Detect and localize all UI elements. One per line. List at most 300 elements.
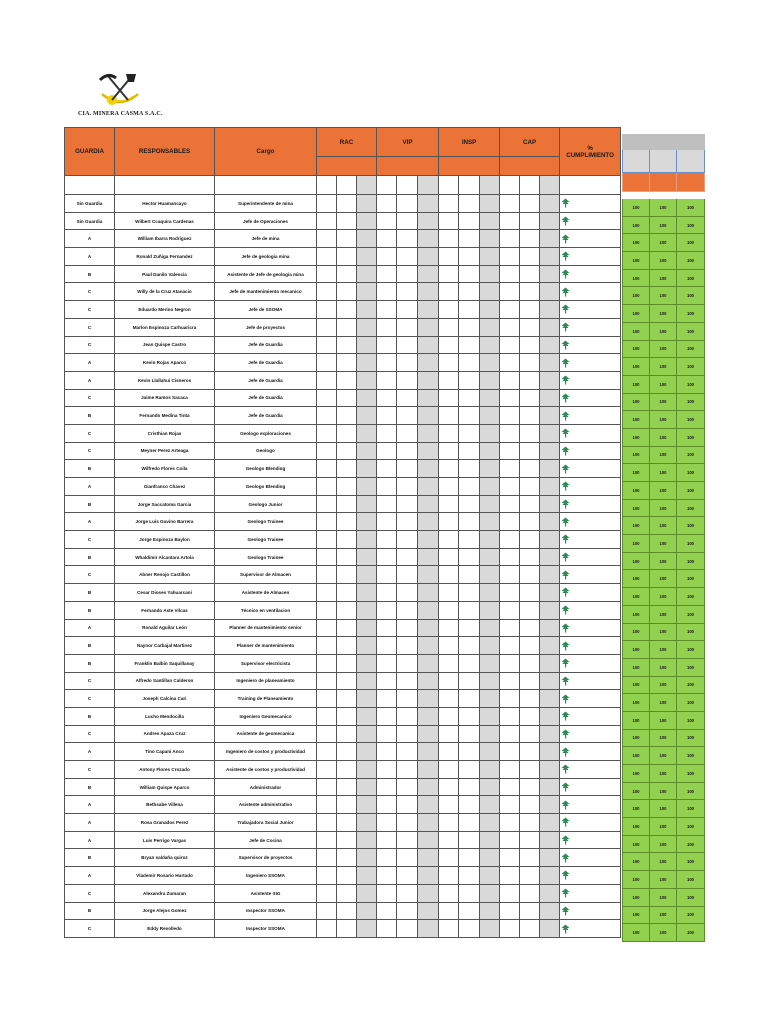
cell-check[interactable] — [459, 814, 480, 832]
cell-check[interactable] — [439, 336, 459, 354]
cell-check[interactable] — [520, 389, 540, 407]
cell-check[interactable] — [337, 690, 357, 708]
cell-check[interactable] — [317, 389, 337, 407]
cell-check[interactable] — [500, 814, 520, 832]
cell-check[interactable] — [397, 389, 418, 407]
cell-check[interactable] — [520, 195, 540, 213]
cell-check[interactable] — [459, 301, 480, 319]
cell-check[interactable] — [317, 248, 337, 266]
cell-check[interactable] — [520, 531, 540, 549]
cell-check[interactable] — [317, 478, 337, 496]
cell-check[interactable] — [397, 707, 418, 725]
cell-check[interactable] — [337, 566, 357, 584]
cell-check[interactable] — [459, 584, 480, 602]
cell-check[interactable] — [317, 637, 337, 655]
cell-check[interactable] — [377, 725, 397, 743]
cell-check[interactable] — [459, 796, 480, 814]
cell-check[interactable] — [397, 778, 418, 796]
cell-check[interactable] — [500, 796, 520, 814]
cell-check[interactable] — [397, 301, 418, 319]
cell-check[interactable] — [317, 849, 337, 867]
cell-check[interactable] — [459, 654, 480, 672]
cell-check[interactable] — [459, 902, 480, 920]
cell-check[interactable] — [459, 318, 480, 336]
cell-check[interactable] — [397, 920, 418, 938]
cell-check[interactable] — [317, 867, 337, 885]
cell-check[interactable] — [459, 371, 480, 389]
cell-check[interactable] — [377, 619, 397, 637]
cell-check[interactable] — [459, 478, 480, 496]
cell-check[interactable] — [397, 442, 418, 460]
cell-check[interactable] — [337, 902, 357, 920]
cell-check[interactable] — [439, 265, 459, 283]
cell-check[interactable] — [520, 902, 540, 920]
cell-check[interactable] — [439, 778, 459, 796]
cell-check[interactable] — [337, 301, 357, 319]
cell-check[interactable] — [337, 619, 357, 637]
cell-check[interactable] — [317, 301, 337, 319]
cell-check[interactable] — [377, 778, 397, 796]
cell-check[interactable] — [377, 601, 397, 619]
cell-check[interactable] — [439, 354, 459, 372]
cell-check[interactable] — [439, 831, 459, 849]
cell-check[interactable] — [397, 318, 418, 336]
cell-check[interactable] — [439, 884, 459, 902]
cell-check[interactable] — [500, 354, 520, 372]
cell-check[interactable] — [397, 371, 418, 389]
cell-check[interactable] — [459, 778, 480, 796]
cell-check[interactable] — [520, 301, 540, 319]
cell-check[interactable] — [459, 884, 480, 902]
cell-check[interactable] — [520, 407, 540, 425]
cell-check[interactable] — [520, 690, 540, 708]
cell-check[interactable] — [397, 248, 418, 266]
cell-check[interactable] — [377, 301, 397, 319]
cell-check[interactable] — [500, 336, 520, 354]
cell-check[interactable] — [377, 761, 397, 779]
cell-check[interactable] — [337, 248, 357, 266]
cell-check[interactable] — [500, 884, 520, 902]
cell-check[interactable] — [317, 548, 337, 566]
cell-check[interactable] — [317, 442, 337, 460]
cell-check[interactable] — [397, 584, 418, 602]
cell-check[interactable] — [439, 424, 459, 442]
cell-check[interactable] — [337, 884, 357, 902]
cell-check[interactable] — [520, 442, 540, 460]
cell-check[interactable] — [520, 283, 540, 301]
cell-check[interactable] — [337, 283, 357, 301]
cell-check[interactable] — [377, 548, 397, 566]
cell-check[interactable] — [397, 566, 418, 584]
cell-check[interactable] — [459, 707, 480, 725]
cell-check[interactable] — [500, 389, 520, 407]
cell-check[interactable] — [520, 548, 540, 566]
cell-check[interactable] — [397, 601, 418, 619]
cell-check[interactable] — [397, 407, 418, 425]
cell-check[interactable] — [459, 389, 480, 407]
cell-check[interactable] — [459, 265, 480, 283]
cell-check[interactable] — [337, 672, 357, 690]
cell-check[interactable] — [317, 796, 337, 814]
cell-check[interactable] — [397, 354, 418, 372]
cell-check[interactable] — [500, 672, 520, 690]
cell-check[interactable] — [397, 831, 418, 849]
cell-check[interactable] — [459, 248, 480, 266]
cell-check[interactable] — [397, 725, 418, 743]
cell-check[interactable] — [397, 212, 418, 230]
cell-check[interactable] — [377, 672, 397, 690]
cell-check[interactable] — [317, 831, 337, 849]
cell-check[interactable] — [377, 336, 397, 354]
cell-check[interactable] — [439, 920, 459, 938]
cell-check[interactable] — [520, 336, 540, 354]
cell-check[interactable] — [520, 318, 540, 336]
cell-check[interactable] — [439, 725, 459, 743]
cell-check[interactable] — [337, 495, 357, 513]
cell-check[interactable] — [459, 354, 480, 372]
cell-check[interactable] — [520, 424, 540, 442]
cell-check[interactable] — [317, 283, 337, 301]
cell-check[interactable] — [397, 796, 418, 814]
cell-check[interactable] — [500, 424, 520, 442]
cell-check[interactable] — [520, 513, 540, 531]
cell-check[interactable] — [337, 778, 357, 796]
cell-check[interactable] — [337, 371, 357, 389]
cell-check[interactable] — [337, 725, 357, 743]
cell-check[interactable] — [337, 442, 357, 460]
cell-check[interactable] — [500, 761, 520, 779]
cell-check[interactable] — [317, 230, 337, 248]
cell-check[interactable] — [500, 230, 520, 248]
cell-check[interactable] — [459, 849, 480, 867]
cell-check[interactable] — [520, 849, 540, 867]
cell-check[interactable] — [337, 761, 357, 779]
cell-check[interactable] — [337, 478, 357, 496]
cell-check[interactable] — [377, 318, 397, 336]
cell-check[interactable] — [337, 601, 357, 619]
cell-check[interactable] — [520, 743, 540, 761]
cell-check[interactable] — [317, 584, 337, 602]
cell-check[interactable] — [337, 707, 357, 725]
cell-check[interactable] — [500, 495, 520, 513]
cell-check[interactable] — [377, 230, 397, 248]
cell-check[interactable] — [377, 283, 397, 301]
cell-check[interactable] — [439, 548, 459, 566]
cell-check[interactable] — [439, 654, 459, 672]
cell-check[interactable] — [397, 230, 418, 248]
cell-check[interactable] — [520, 619, 540, 637]
cell-check[interactable] — [377, 654, 397, 672]
cell-check[interactable] — [439, 566, 459, 584]
cell-check[interactable] — [500, 548, 520, 566]
cell-check[interactable] — [500, 619, 520, 637]
cell-check[interactable] — [439, 761, 459, 779]
cell-check[interactable] — [397, 619, 418, 637]
cell-check[interactable] — [317, 814, 337, 832]
cell-check[interactable] — [377, 531, 397, 549]
cell-check[interactable] — [377, 354, 397, 372]
cell-check[interactable] — [317, 407, 337, 425]
cell-check[interactable] — [337, 584, 357, 602]
cell-check[interactable] — [377, 796, 397, 814]
cell-check[interactable] — [377, 566, 397, 584]
cell-check[interactable] — [317, 495, 337, 513]
cell-check[interactable] — [317, 531, 337, 549]
cell-check[interactable] — [397, 265, 418, 283]
cell-check[interactable] — [459, 195, 480, 213]
cell-check[interactable] — [500, 778, 520, 796]
cell-check[interactable] — [459, 637, 480, 655]
cell-check[interactable] — [317, 884, 337, 902]
cell-check[interactable] — [377, 707, 397, 725]
cell-check[interactable] — [500, 690, 520, 708]
cell-check[interactable] — [337, 336, 357, 354]
cell-check[interactable] — [377, 814, 397, 832]
cell-check[interactable] — [439, 407, 459, 425]
cell-check[interactable] — [439, 619, 459, 637]
cell-check[interactable] — [377, 389, 397, 407]
cell-check[interactable] — [520, 814, 540, 832]
cell-check[interactable] — [377, 637, 397, 655]
cell-check[interactable] — [500, 318, 520, 336]
cell-check[interactable] — [500, 849, 520, 867]
cell-check[interactable] — [397, 460, 418, 478]
cell-check[interactable] — [377, 424, 397, 442]
cell-check[interactable] — [439, 584, 459, 602]
cell-check[interactable] — [520, 460, 540, 478]
cell-check[interactable] — [459, 566, 480, 584]
cell-check[interactable] — [500, 707, 520, 725]
cell-check[interactable] — [317, 318, 337, 336]
cell-check[interactable] — [397, 814, 418, 832]
cell-check[interactable] — [500, 478, 520, 496]
cell-check[interactable] — [459, 761, 480, 779]
cell-check[interactable] — [500, 442, 520, 460]
cell-check[interactable] — [377, 920, 397, 938]
cell-check[interactable] — [500, 584, 520, 602]
cell-check[interactable] — [377, 478, 397, 496]
cell-check[interactable] — [397, 424, 418, 442]
cell-check[interactable] — [500, 531, 520, 549]
cell-check[interactable] — [439, 442, 459, 460]
cell-check[interactable] — [317, 920, 337, 938]
cell-check[interactable] — [377, 584, 397, 602]
cell-check[interactable] — [459, 867, 480, 885]
cell-check[interactable] — [520, 265, 540, 283]
cell-check[interactable] — [459, 619, 480, 637]
cell-check[interactable] — [459, 743, 480, 761]
cell-check[interactable] — [397, 283, 418, 301]
cell-check[interactable] — [337, 318, 357, 336]
cell-check[interactable] — [459, 920, 480, 938]
cell-check[interactable] — [520, 478, 540, 496]
cell-check[interactable] — [500, 867, 520, 885]
cell-check[interactable] — [377, 743, 397, 761]
cell-check[interactable] — [439, 212, 459, 230]
cell-check[interactable] — [337, 354, 357, 372]
cell-check[interactable] — [317, 672, 337, 690]
cell-check[interactable] — [317, 601, 337, 619]
cell-check[interactable] — [439, 318, 459, 336]
cell-check[interactable] — [459, 230, 480, 248]
cell-check[interactable] — [337, 195, 357, 213]
cell-check[interactable] — [337, 831, 357, 849]
cell-check[interactable] — [500, 248, 520, 266]
cell-check[interactable] — [377, 212, 397, 230]
cell-check[interactable] — [317, 460, 337, 478]
cell-check[interactable] — [520, 778, 540, 796]
cell-check[interactable] — [439, 460, 459, 478]
cell-check[interactable] — [520, 867, 540, 885]
cell-check[interactable] — [317, 778, 337, 796]
cell-check[interactable] — [459, 336, 480, 354]
cell-check[interactable] — [500, 283, 520, 301]
cell-check[interactable] — [337, 548, 357, 566]
cell-check[interactable] — [317, 743, 337, 761]
cell-check[interactable] — [500, 301, 520, 319]
cell-check[interactable] — [439, 195, 459, 213]
cell-check[interactable] — [337, 654, 357, 672]
cell-check[interactable] — [439, 902, 459, 920]
cell-check[interactable] — [317, 513, 337, 531]
cell-check[interactable] — [439, 601, 459, 619]
cell-check[interactable] — [520, 761, 540, 779]
cell-check[interactable] — [397, 637, 418, 655]
cell-check[interactable] — [317, 690, 337, 708]
cell-check[interactable] — [520, 230, 540, 248]
cell-check[interactable] — [377, 884, 397, 902]
cell-check[interactable] — [317, 619, 337, 637]
cell-check[interactable] — [337, 796, 357, 814]
cell-check[interactable] — [377, 195, 397, 213]
cell-check[interactable] — [459, 424, 480, 442]
cell-check[interactable] — [520, 672, 540, 690]
cell-check[interactable] — [459, 672, 480, 690]
cell-check[interactable] — [337, 920, 357, 938]
cell-check[interactable] — [520, 248, 540, 266]
cell-check[interactable] — [459, 690, 480, 708]
cell-check[interactable] — [500, 566, 520, 584]
cell-check[interactable] — [337, 460, 357, 478]
cell-check[interactable] — [439, 672, 459, 690]
cell-check[interactable] — [520, 601, 540, 619]
cell-check[interactable] — [500, 725, 520, 743]
cell-check[interactable] — [439, 690, 459, 708]
cell-check[interactable] — [439, 849, 459, 867]
cell-check[interactable] — [377, 265, 397, 283]
cell-check[interactable] — [500, 407, 520, 425]
cell-check[interactable] — [397, 478, 418, 496]
cell-check[interactable] — [459, 725, 480, 743]
cell-check[interactable] — [439, 301, 459, 319]
cell-check[interactable] — [439, 283, 459, 301]
cell-check[interactable] — [439, 637, 459, 655]
cell-check[interactable] — [520, 354, 540, 372]
cell-check[interactable] — [459, 513, 480, 531]
cell-check[interactable] — [377, 495, 397, 513]
cell-check[interactable] — [520, 920, 540, 938]
cell-check[interactable] — [317, 654, 337, 672]
cell-check[interactable] — [520, 371, 540, 389]
cell-check[interactable] — [520, 584, 540, 602]
cell-check[interactable] — [377, 442, 397, 460]
cell-check[interactable] — [459, 460, 480, 478]
cell-check[interactable] — [397, 195, 418, 213]
cell-check[interactable] — [397, 902, 418, 920]
cell-check[interactable] — [500, 831, 520, 849]
cell-check[interactable] — [337, 212, 357, 230]
cell-check[interactable] — [317, 371, 337, 389]
cell-check[interactable] — [337, 424, 357, 442]
cell-check[interactable] — [397, 548, 418, 566]
cell-check[interactable] — [439, 531, 459, 549]
cell-check[interactable] — [520, 637, 540, 655]
cell-check[interactable] — [459, 212, 480, 230]
cell-check[interactable] — [377, 513, 397, 531]
cell-check[interactable] — [397, 495, 418, 513]
cell-check[interactable] — [317, 566, 337, 584]
cell-check[interactable] — [439, 495, 459, 513]
cell-check[interactable] — [377, 902, 397, 920]
cell-check[interactable] — [397, 531, 418, 549]
cell-check[interactable] — [317, 707, 337, 725]
cell-check[interactable] — [459, 531, 480, 549]
cell-check[interactable] — [397, 672, 418, 690]
cell-check[interactable] — [397, 867, 418, 885]
cell-check[interactable] — [520, 566, 540, 584]
cell-check[interactable] — [337, 814, 357, 832]
cell-check[interactable] — [397, 336, 418, 354]
cell-check[interactable] — [317, 336, 337, 354]
cell-check[interactable] — [439, 707, 459, 725]
cell-check[interactable] — [500, 513, 520, 531]
cell-check[interactable] — [520, 495, 540, 513]
cell-check[interactable] — [520, 725, 540, 743]
cell-check[interactable] — [500, 601, 520, 619]
cell-check[interactable] — [337, 743, 357, 761]
cell-check[interactable] — [317, 195, 337, 213]
cell-check[interactable] — [459, 601, 480, 619]
cell-check[interactable] — [337, 637, 357, 655]
cell-check[interactable] — [337, 389, 357, 407]
cell-check[interactable] — [397, 654, 418, 672]
cell-check[interactable] — [337, 230, 357, 248]
cell-check[interactable] — [520, 831, 540, 849]
cell-check[interactable] — [520, 796, 540, 814]
cell-check[interactable] — [439, 796, 459, 814]
cell-check[interactable] — [439, 478, 459, 496]
cell-check[interactable] — [459, 831, 480, 849]
cell-check[interactable] — [397, 849, 418, 867]
cell-check[interactable] — [337, 867, 357, 885]
cell-check[interactable] — [317, 354, 337, 372]
cell-check[interactable] — [459, 548, 480, 566]
cell-check[interactable] — [377, 831, 397, 849]
cell-check[interactable] — [500, 371, 520, 389]
cell-check[interactable] — [500, 920, 520, 938]
cell-check[interactable] — [337, 513, 357, 531]
cell-check[interactable] — [459, 442, 480, 460]
cell-check[interactable] — [439, 814, 459, 832]
cell-check[interactable] — [500, 902, 520, 920]
cell-check[interactable] — [520, 884, 540, 902]
cell-check[interactable] — [377, 371, 397, 389]
cell-check[interactable] — [377, 690, 397, 708]
cell-check[interactable] — [500, 743, 520, 761]
cell-check[interactable] — [317, 902, 337, 920]
cell-check[interactable] — [377, 460, 397, 478]
cell-check[interactable] — [377, 867, 397, 885]
